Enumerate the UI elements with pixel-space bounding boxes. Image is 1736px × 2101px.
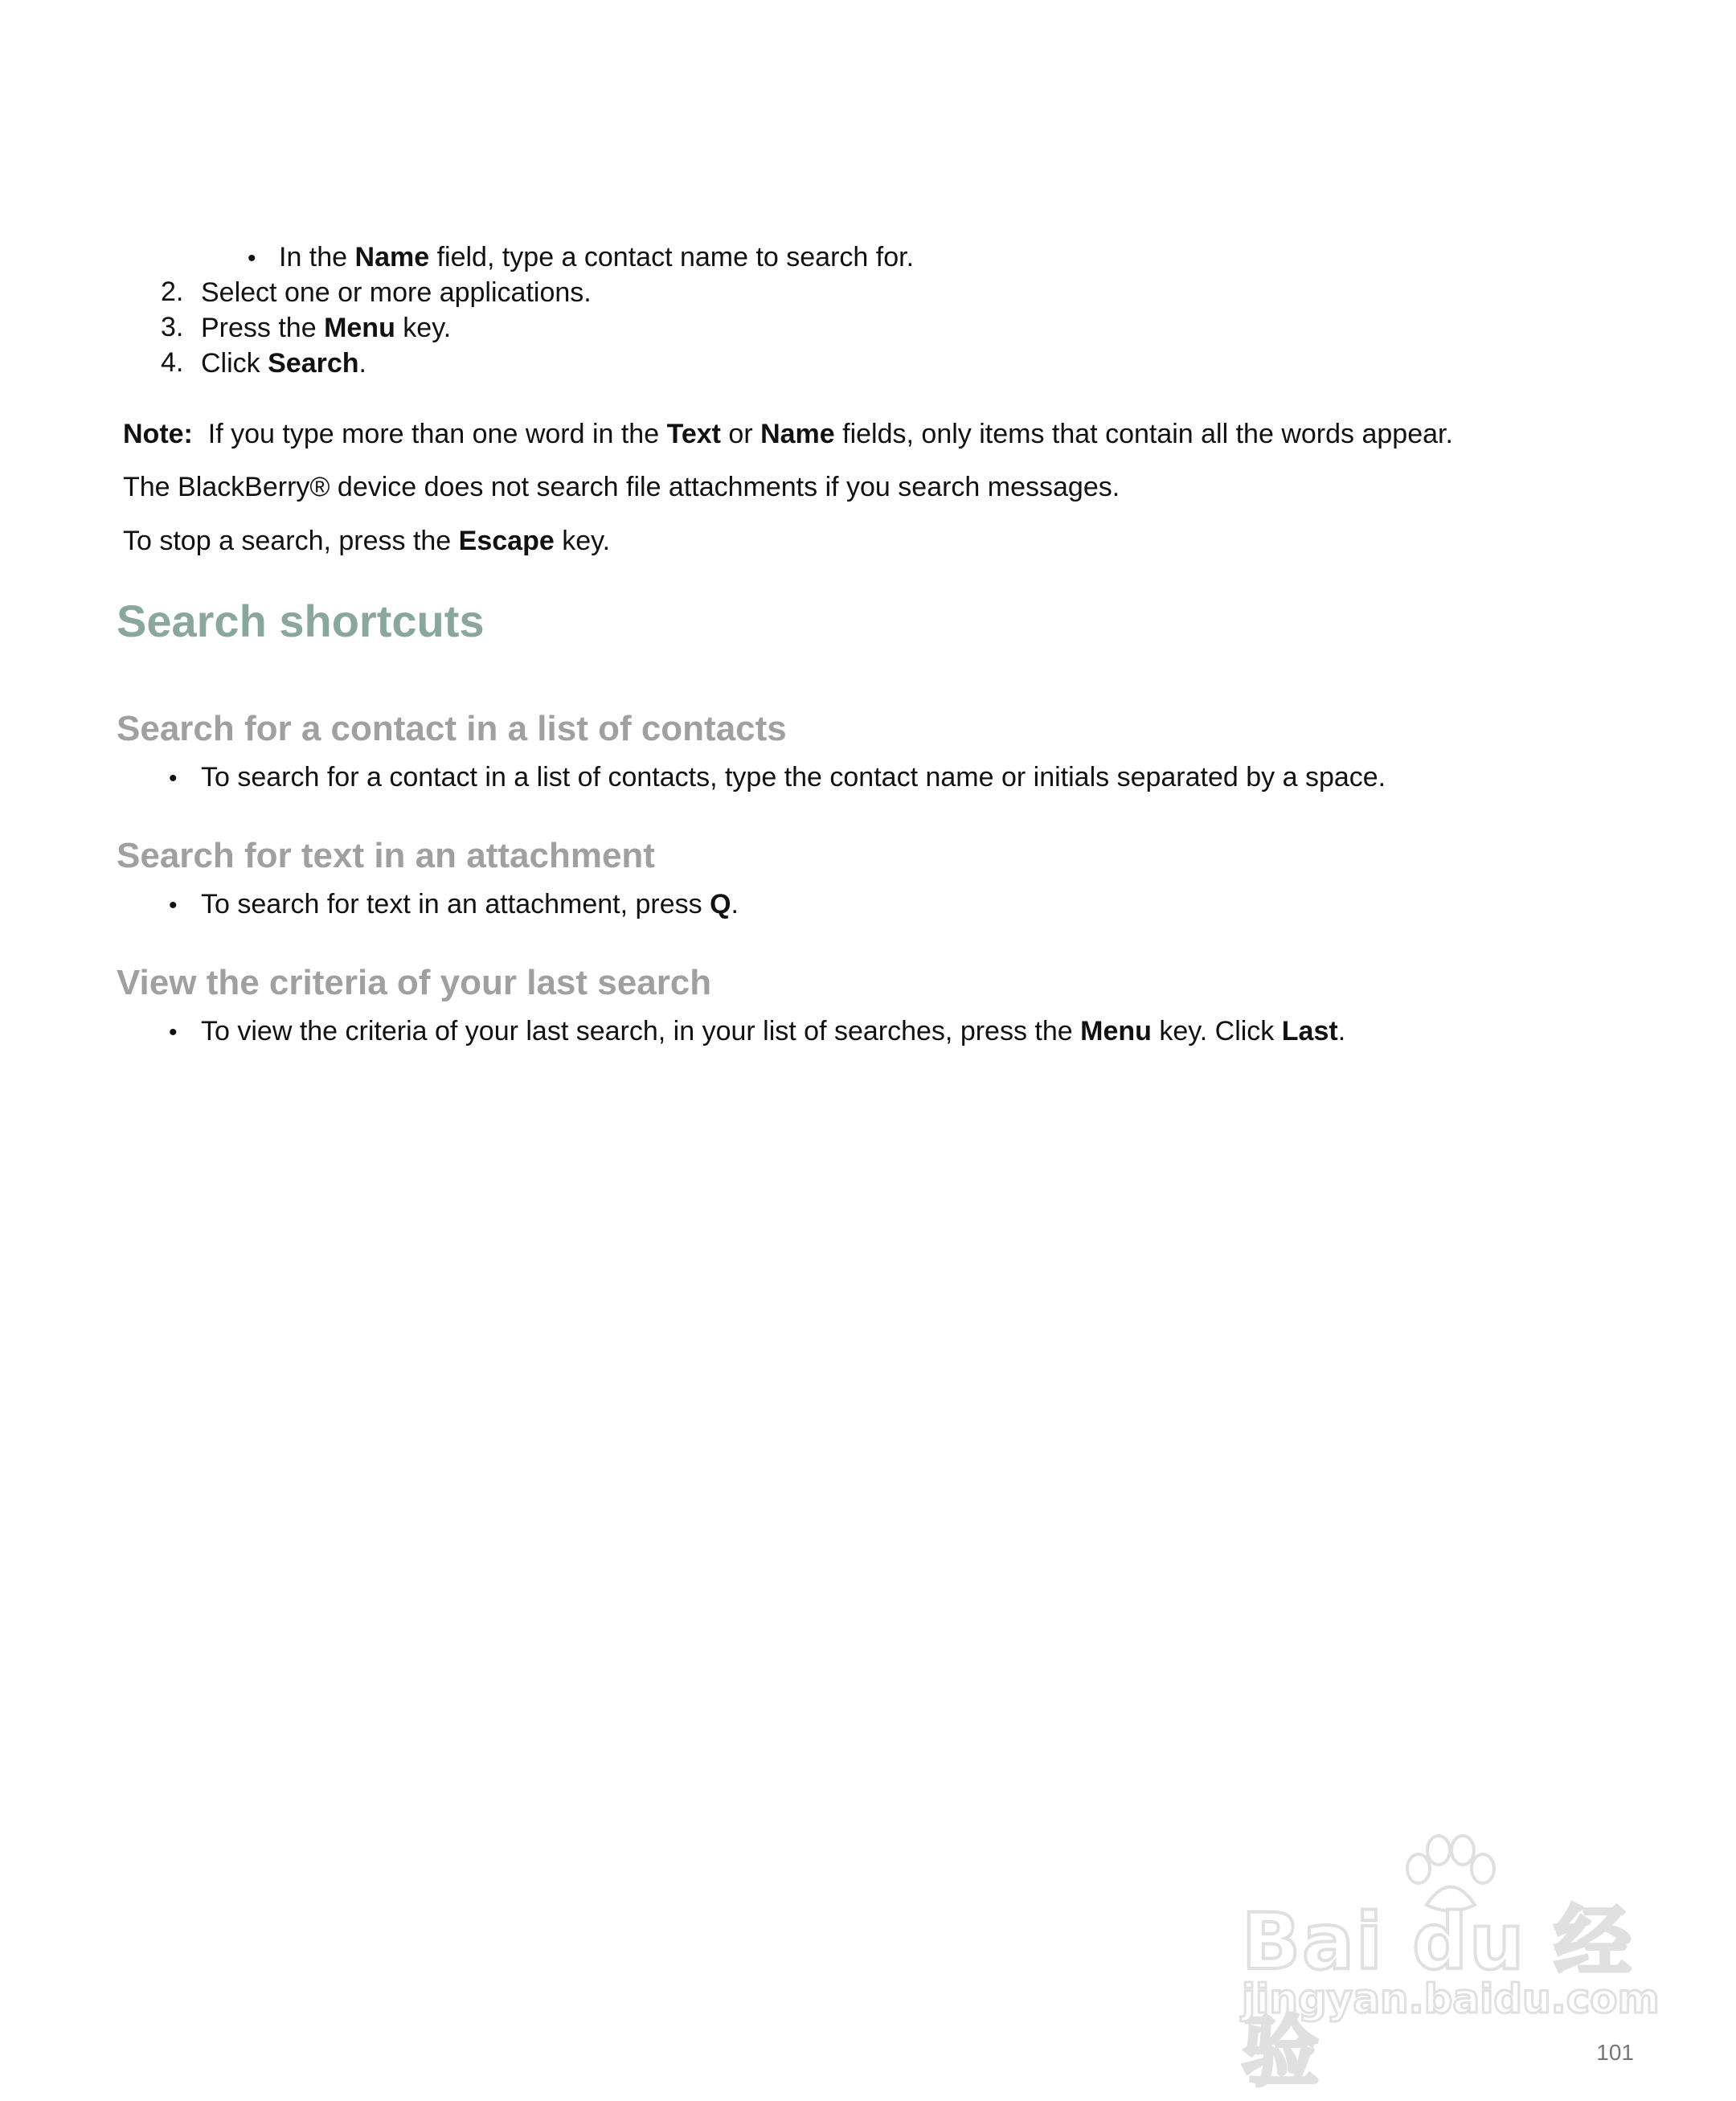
- watermark-text: Bai du 经验: [1242, 1897, 1633, 2097]
- note-paragraph: Note: If you type more than one word in the Text or Name fields, only items that contain all the words appear.: [123, 419, 1453, 449]
- page-number: 101: [1596, 2040, 1634, 2065]
- bullet-dot: •: [248, 245, 256, 272]
- paragraph: To stop a search, press the Escape key.: [123, 526, 611, 556]
- subsection-heading: Search for text in an attachment: [117, 836, 655, 875]
- step-item: Click Search.: [201, 348, 366, 379]
- bullet-item: To view the criteria of your last search, in your list of searches, press the Menu key. Click Last.: [201, 1016, 1346, 1046]
- note-label: Note:: [123, 419, 193, 449]
- bullet-item: To search for a contact in a list of contacts, type the contact name or initials separated by a space.: [201, 762, 1386, 792]
- section-heading: Search shortcuts: [117, 596, 485, 646]
- subsection-heading: View the criteria of your last search: [117, 963, 712, 1002]
- bullet-dot: •: [169, 892, 178, 919]
- bullet-dot: •: [169, 1019, 178, 1046]
- bullet-item: To search for text in an attachment, press Q.: [201, 889, 739, 919]
- watermark-url: jingyan.baidu.com: [1242, 1976, 1660, 2022]
- step-item: Select one or more applications.: [201, 277, 592, 308]
- step-item: Press the Menu key.: [201, 313, 452, 343]
- sub-bullet-item: In the Name field, type a contact name to search for.: [279, 242, 915, 272]
- step-number: 3.: [161, 312, 184, 342]
- subsection-heading: Search for a contact in a list of contacts: [117, 709, 787, 748]
- step-number: 4.: [161, 347, 184, 378]
- step-number: 2.: [161, 276, 184, 307]
- bullet-dot: •: [169, 765, 178, 792]
- paragraph: The BlackBerry® device does not search file attachments if you search messages.: [123, 472, 1120, 502]
